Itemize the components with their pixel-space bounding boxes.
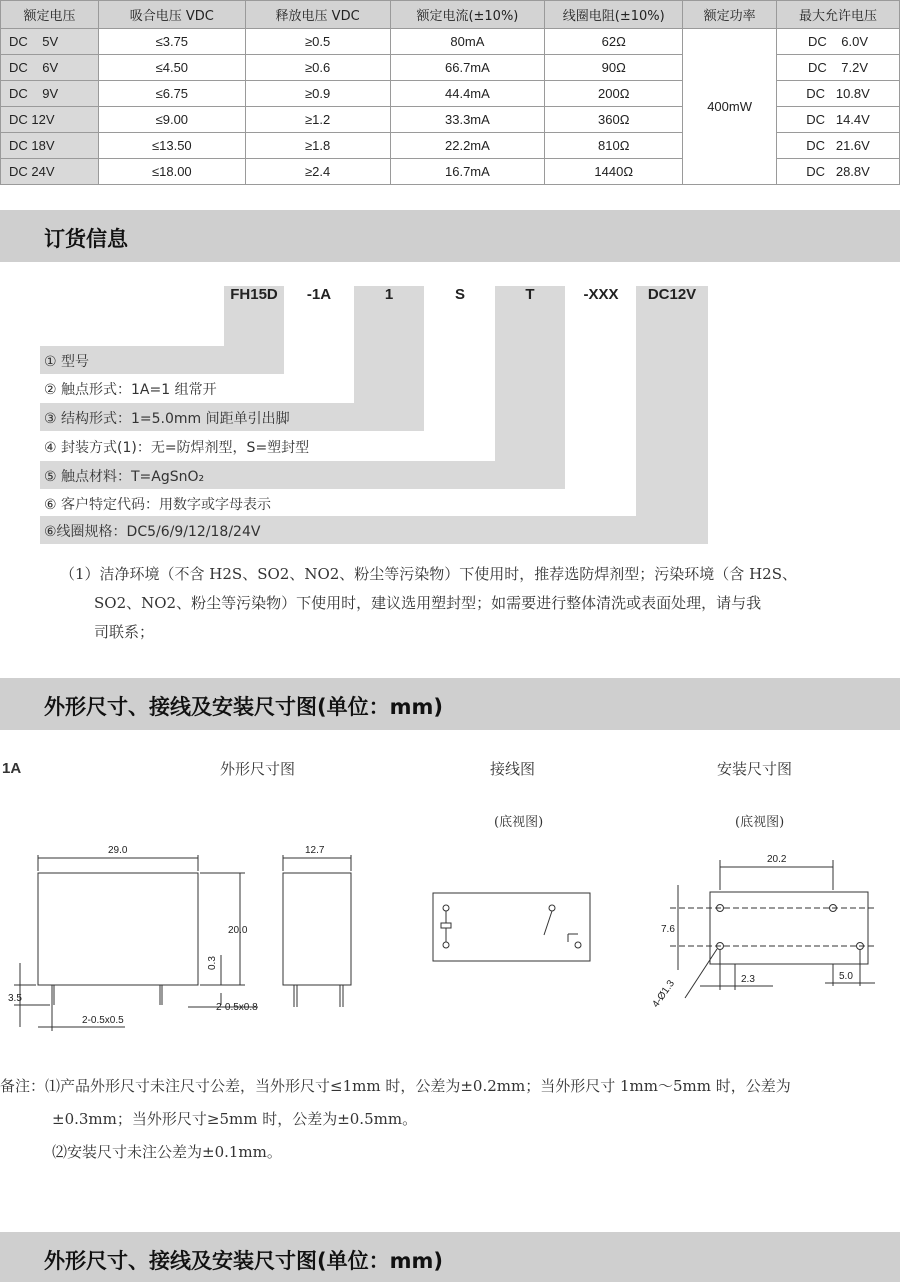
dim-depth-label: 12.7 — [305, 845, 325, 856]
ordering-note: （1）洁净环境（不含 H2S、SO2、NO2、粉尘等污染物）下使用时，推荐选防焊剂型；污染环境（含 H2S、 SO2、NO2、粉尘等污染物）下使用时，建议选用塑封型；如需要进行整体清洗或表面处理，请与我 司联系； — [60, 565, 797, 641]
section-title: 外形尺寸、接线及安装尺寸图(单位：mm) — [44, 695, 443, 719]
ordering-item: ③ 结构形式：1=5.0mm 间距单引出脚 — [40, 403, 424, 431]
cell-rated-voltage: DC 5V — [1, 29, 99, 55]
header-max-voltage: 最大允许电压 — [777, 1, 900, 29]
mounting-dimension-drawing — [635, 840, 875, 1020]
section-title: 订货信息 — [44, 227, 128, 251]
cell-max-voltage: DC 10.8V — [777, 81, 900, 107]
cell-max-voltage: DC 6.0V — [777, 29, 900, 55]
dim-span-label: 20.2 — [767, 854, 787, 865]
dim-pitch-v-label: 7.6 — [661, 924, 675, 935]
coil-parameter-table — [0, 0, 900, 185]
table-header-row — [1, 1, 900, 29]
cell-current: 22.2mA — [390, 133, 545, 159]
header-pickup-voltage: 吸合电压 VDC — [98, 1, 245, 29]
code-model: FH15D — [230, 286, 278, 303]
ordering-item: ② 触点形式：1A=1 组常开 — [44, 382, 217, 398]
wiring-diagram — [430, 890, 595, 965]
code-package: S — [454, 286, 465, 303]
cell-max-voltage: DC 14.4V — [777, 107, 900, 133]
dim-pitch-b-label: 5.0 — [839, 971, 853, 982]
header-release-voltage: 释放电压 VDC — [245, 1, 390, 29]
dim-pin-length-label: 3.5 — [8, 993, 22, 1004]
dim-gap-label: 0.3 — [207, 956, 218, 970]
cell-rated-voltage: DC 6V — [1, 55, 99, 81]
cell-resistance: 360Ω — [545, 107, 683, 133]
code-column-coil — [636, 286, 708, 543]
cell-current: 33.3mA — [390, 107, 545, 133]
dim-pitch-a-label: 2.3 — [741, 974, 755, 985]
dimension-remarks: 备注：⑴产品外形尺寸未注尺寸公差，当外形尺寸≤1mm 时，公差为±0.2mm；当外形尺寸 1mm～5mm 时，公差为 ±0.3mm；当外形尺寸≥5mm 时，公差为±0.5mm。 ⑵安装尺寸未注公差为±0.1mm。 — [0, 1077, 791, 1161]
cell-resistance: 62Ω — [545, 29, 683, 55]
cell-current: 16.7mA — [390, 159, 545, 185]
mounting-bottom-view-label: (底视图) — [735, 815, 785, 830]
header-coil-resistance: 线圈电阻(±10%) — [545, 1, 683, 29]
cell-pickup: ≤9.00 — [98, 107, 245, 133]
cell-resistance: 200Ω — [545, 81, 683, 107]
section-header-ordering — [0, 210, 900, 262]
cell-current: 66.7mA — [390, 55, 545, 81]
cell-max-voltage: DC 21.6V — [777, 133, 900, 159]
code-column-structure — [354, 286, 424, 403]
code-contact-form: -1A — [306, 286, 332, 303]
ordering-item: ① 型号 — [40, 346, 284, 374]
section-title: 外形尺寸、接线及安装尺寸图(单位：mm) — [44, 1249, 443, 1273]
cell-release: ≥0.6 — [245, 55, 390, 81]
header-rated-current: 额定电流(±10%) — [390, 1, 545, 29]
cell-rated-power: 400mW — [683, 29, 777, 185]
dim-pin1-label: 2-0.5x0.5 — [82, 1015, 124, 1026]
cell-release: ≥2.4 — [245, 159, 390, 185]
cell-rated-voltage: DC 24V — [1, 159, 99, 185]
ordering-item: ⑥ 客户特定代码：用数字或字母表示 — [44, 497, 272, 513]
wiring-diagram-label: 接线图 — [490, 760, 536, 778]
cell-release: ≥1.8 — [245, 133, 390, 159]
cell-pickup: ≤18.00 — [98, 159, 245, 185]
cell-release: ≥1.2 — [245, 107, 390, 133]
dim-holes-label: 4-Ø1.3 — [650, 978, 677, 1010]
wiring-bottom-view-label: (底视图) — [494, 815, 544, 830]
code-customer: -XXX — [583, 286, 619, 303]
code-coil-spec: DC12V — [647, 286, 697, 303]
code-structure: 1 — [384, 286, 394, 303]
cell-rated-voltage: DC 18V — [1, 133, 99, 159]
cell-rated-voltage: DC 9V — [1, 81, 99, 107]
cell-current: 80mA — [390, 29, 545, 55]
variant-label: 1A — [2, 760, 22, 777]
section-header-dimensions — [0, 678, 900, 730]
outline-drawing-label: 外形尺寸图 — [220, 760, 296, 778]
section-header-dimensions-repeat — [0, 1232, 900, 1282]
ordering-item: ⑤ 触点材料：T=AgSnO₂ — [40, 461, 565, 489]
cell-pickup: ≤3.75 — [98, 29, 245, 55]
cell-release: ≥0.5 — [245, 29, 390, 55]
cell-pickup: ≤6.75 — [98, 81, 245, 107]
cell-resistance: 810Ω — [545, 133, 683, 159]
ordering-item: ⑥线圈规格：DC5/6/9/12/18/24V — [40, 516, 708, 544]
dim-height-label: 20.0 — [228, 925, 248, 936]
dim-pin2-label: 2-0.5x0.8 — [216, 1002, 258, 1013]
code-contact-material: T — [525, 286, 535, 303]
cell-max-voltage: DC 7.2V — [777, 55, 900, 81]
cell-current: 44.4mA — [390, 81, 545, 107]
header-rated-power: 额定功率 — [683, 1, 777, 29]
cell-max-voltage: DC 28.8V — [777, 159, 900, 185]
cell-pickup: ≤13.50 — [98, 133, 245, 159]
cell-rated-voltage: DC 12V — [1, 107, 99, 133]
cell-resistance: 90Ω — [545, 55, 683, 81]
outline-dimension-drawing — [0, 835, 370, 1035]
header-rated-voltage: 额定电压 — [1, 1, 99, 29]
ordering-item: ④ 封装方式(1)：无=防焊剂型，S=塑封型 — [44, 440, 310, 456]
dim-width-label: 29.0 — [108, 845, 128, 856]
table-row — [1, 29, 900, 55]
code-column-material — [495, 286, 565, 461]
cell-pickup: ≤4.50 — [98, 55, 245, 81]
cell-resistance: 1440Ω — [545, 159, 683, 185]
mounting-drawing-label: 安装尺寸图 — [717, 760, 793, 778]
cell-release: ≥0.9 — [245, 81, 390, 107]
